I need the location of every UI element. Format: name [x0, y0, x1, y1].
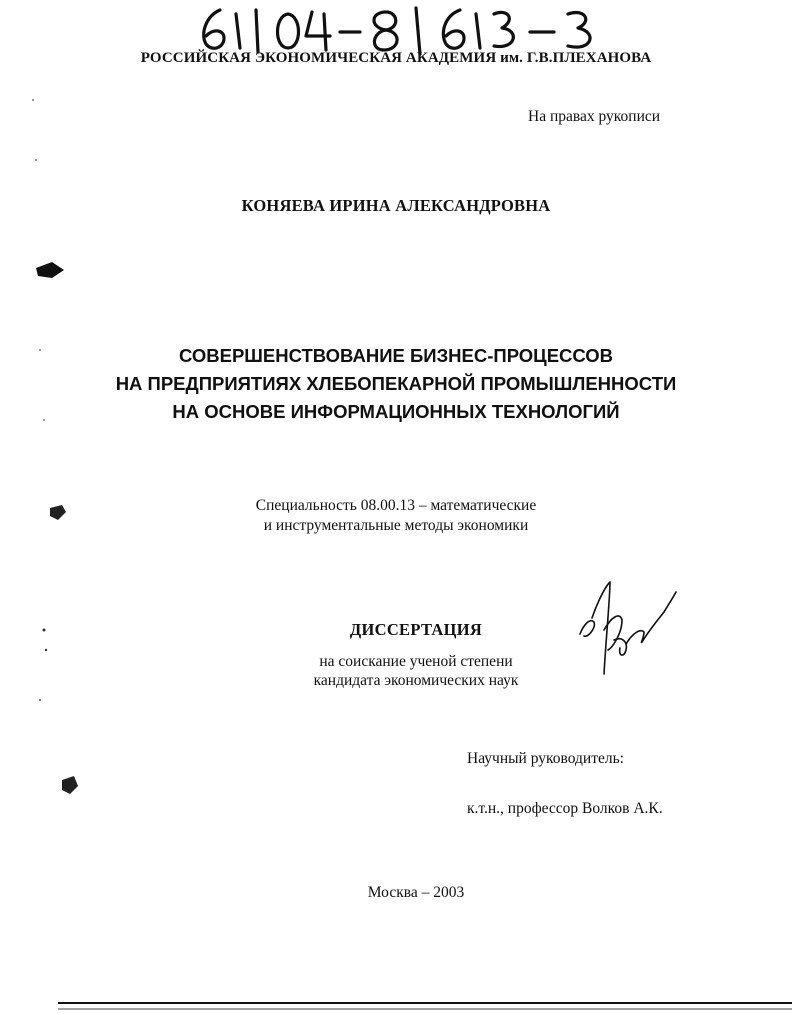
handwritten-signature [570, 578, 680, 678]
degree-line-1: на соискание ученой степени [319, 653, 513, 670]
dissertation-title [0, 342, 792, 426]
title-line-2: НА ПРЕДПРИЯТИЯХ ХЛЕБОПЕКАРНОЙ ПРОМЫШЛЕННОСТИ [115, 373, 677, 394]
institution-name: РОССИЙСКАЯ ЭКОНОМИЧЕСКАЯ АКАДЕМИЯ им. Г.В.ПЛЕХАНОВА [140, 50, 652, 66]
author-name: КОНЯЕВА ИРИНА АЛЕКСАНДРОВНА [241, 196, 551, 215]
handwritten-archive-number [190, 4, 630, 56]
specialty-line-1: Специальность 08.00.13 – математические [255, 497, 537, 514]
specialty-line-2: и инструментальные методы экономики [263, 517, 529, 534]
advisor-label: Научный руководитель: [467, 750, 624, 767]
specialty [0, 496, 792, 536]
work-type-heading: ДИССЕРТАЦИЯ [349, 620, 483, 639]
city-year: Москва – 2003 [367, 884, 465, 901]
rights-note: На правах рукописи [528, 108, 661, 125]
degree-line-2: кандидата экономических наук [313, 672, 519, 689]
title-line-3: НА ОСНОВЕ ИНФОРМАЦИОННЫХ ТЕХНОЛОГИЙ [172, 401, 620, 422]
advisor-name: к.т.н., профессор Волков А.К. [467, 800, 663, 817]
title-line-1: СОВЕРШЕНСТВОВАНИЕ БИЗНЕС-ПРОЦЕССОВ [178, 345, 614, 366]
